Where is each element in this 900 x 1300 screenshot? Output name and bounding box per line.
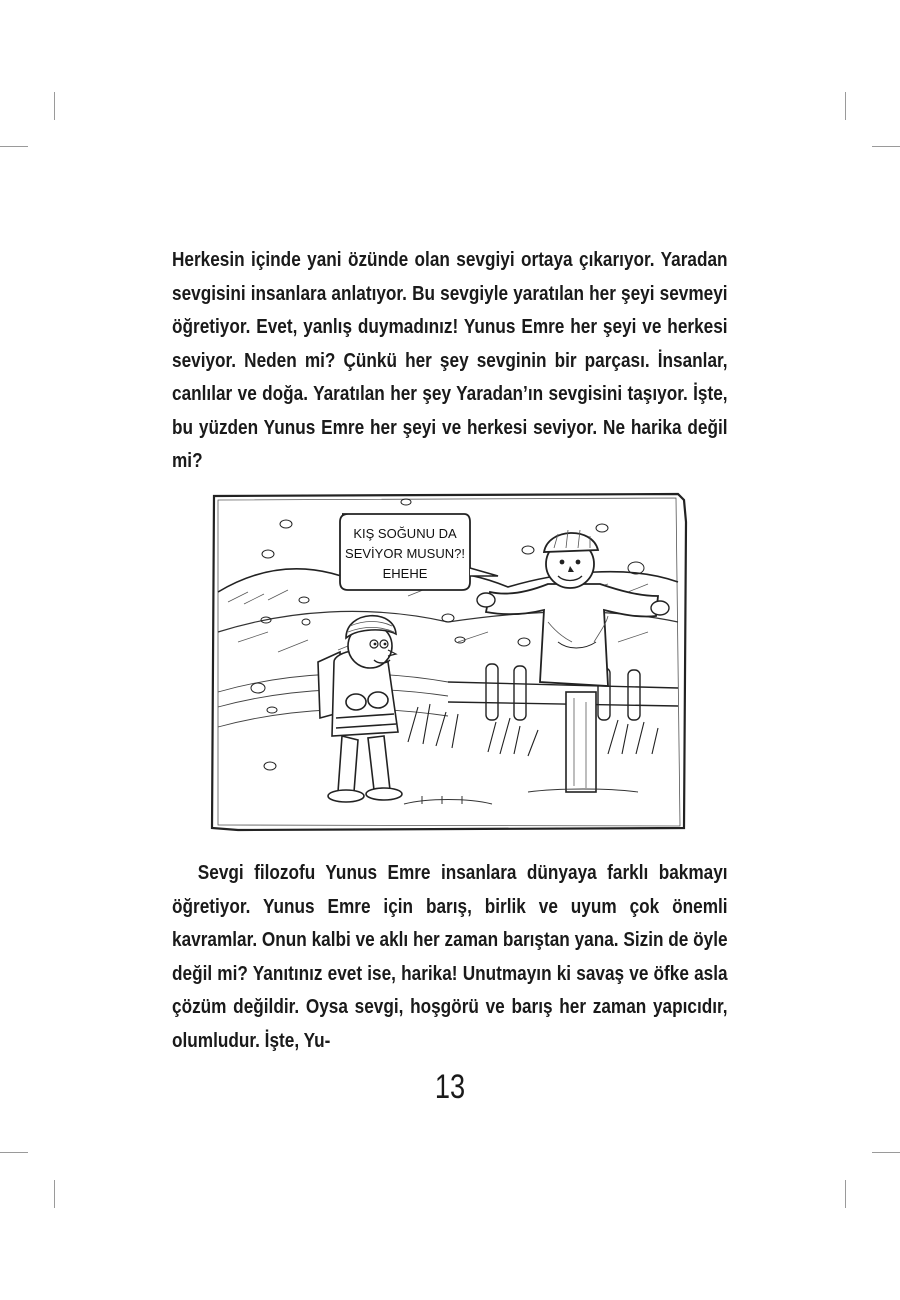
- speech-bubble-line-2: SEVİYOR MUSUN?!: [345, 546, 465, 561]
- paragraph-2: [172, 857, 728, 1058]
- paragraph-1-text: Herkesin içinde yani özünde olan sevgiyi ortaya çıkarıyor. Yaradan sevgisini insanlara anlatıyor. Bu sevgiyle yaratılan her şeyi sevmeyi öğretiyor. Evet, yanlış duymadınız! Yunus Emre her şeyi ve herkesi seviyor. Neden mi? Çünkü her şey sevginin bir parçası. İnsanlar, canlılar ve doğa. Yaratılan her şey Yaradan’ın sevgisini taşıyor. İşte, bu yüzden Yunus Emre her şeyi ve herkesi seviyor. Ne harika değil mi?: [172, 249, 728, 472]
- crop-mark: [845, 92, 846, 120]
- crop-mark: [0, 146, 28, 147]
- speech-bubble-line-3: EHEHE: [382, 566, 428, 581]
- crop-mark: [845, 1180, 846, 1208]
- crop-mark: [54, 92, 55, 120]
- paragraph-1: [172, 244, 728, 479]
- speech-bubble-line-1: KIŞ SOĞUNU DA: [353, 526, 457, 541]
- crop-mark: [872, 146, 900, 147]
- crop-mark: [872, 1152, 900, 1153]
- page-number: 13: [434, 1068, 466, 1106]
- crop-mark: [0, 1152, 28, 1153]
- paragraph-2-text: Sevgi filozofu Yunus Emre insanlara dünyaya farklı bakmayı öğretiyor. Yunus Emre için barış, birlik ve uyum çok önemli kavramlar. Onun kalbi ve aklı her zaman barıştan yana. Sizin de öyle değil mi? Yanıtınız evet ise, harika! Unutmayın ki savaş ve öfke asla çözüm değildir. Oysa sevgi, hoşgörü ve barış her zaman yapıcıdır, olumludur. İşte, Yu-: [172, 862, 728, 1052]
- scarecrow-illustration: [208, 492, 690, 832]
- crop-mark: [54, 1180, 55, 1208]
